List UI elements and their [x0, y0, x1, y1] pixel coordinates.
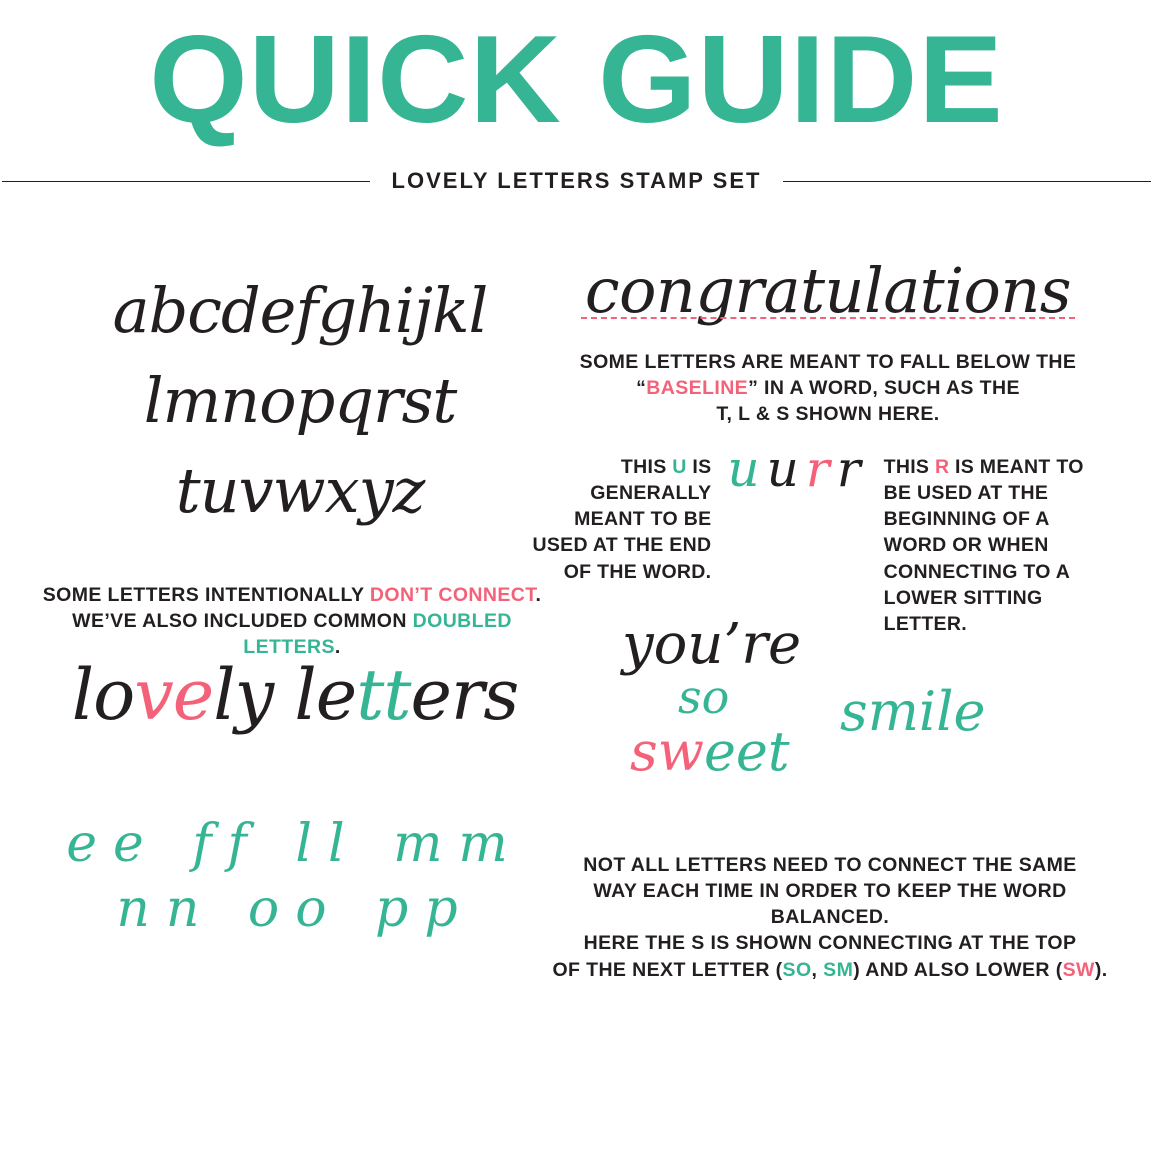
bottom-line-2: WAY EACH TIME IN ORDER TO KEEP THE WORD BALANCED.	[593, 880, 1067, 929]
caption-line-2-rest: ” IN A WORD, SUCH AS THE	[748, 377, 1020, 400]
connect-note-line-2	[42, 608, 542, 660]
u-r-glyph-samples	[711, 442, 883, 497]
lovely-letters-sample	[60, 654, 530, 736]
bottom-caption	[540, 852, 1120, 983]
r-text-post: IS MEANT TO BE USED AT THE BEGINNING OF A WORD OR WHEN CONNECTING TO A LOWER SITTING LETTER.	[883, 456, 1084, 635]
alphabet-line-2: lmnopqrst	[143, 363, 457, 437]
bottom-line-1: NOT ALL LETTERS NEED TO CONNECT THE SAME	[583, 854, 1077, 876]
u-text-post: IS GENERALLY MEANT TO BE USED AT THE END OF THE WORD.	[532, 456, 712, 583]
caption-line-2	[548, 375, 1108, 401]
baseline-keyword: BASELINE	[646, 377, 749, 400]
congratulations-caption	[548, 349, 1108, 427]
lovely-part-3: ly le	[213, 654, 357, 736]
alphabet-line-3: tuvwxyz	[175, 453, 425, 527]
u-r-explanation-row	[500, 442, 1120, 637]
phrase-samples	[560, 612, 1120, 842]
phrase-smile	[840, 680, 985, 743]
bottom-line-3	[540, 930, 1120, 956]
phrase-youre: you’re	[622, 612, 802, 677]
connect-note-line-1	[42, 582, 542, 608]
r-text-pre: THIS	[883, 456, 935, 478]
u-text-pre: THIS	[620, 456, 673, 478]
caption-line-3	[548, 401, 1108, 427]
bottom-line-4	[540, 957, 1120, 983]
connect-line-1-pre: SOME LETTERS INTENTIONALLY	[42, 584, 370, 606]
doubled-letters-keyword: DOUBLED LETTERS	[243, 610, 512, 659]
keyword-sm: SM	[823, 958, 854, 981]
page-subtitle: LOVELY LETTERS STAMP SET	[391, 168, 762, 193]
dont-connect-keyword: DON’T CONNECT	[369, 584, 536, 606]
glyph-r-ink: r	[836, 440, 868, 498]
phrase-sweet-rest: eet	[703, 720, 790, 783]
connect-line-2-post: .	[334, 636, 341, 659]
bottom-line-3-s: S	[691, 932, 705, 955]
page-title: QUICK GUIDE	[149, 11, 1004, 149]
u-letter-inline: U	[672, 456, 687, 478]
doubled-letters-sample	[50, 812, 540, 942]
glyph-u-ink: u	[766, 440, 806, 498]
u-explanation-text	[521, 442, 711, 585]
lovely-part-tt: tt	[356, 654, 411, 736]
phrase-sweet-sw: sw	[630, 720, 704, 783]
letters-tls: T, L & S	[716, 403, 790, 426]
r-explanation-text	[884, 442, 1099, 637]
doubled-letters-line-2: nn oo pp	[116, 879, 474, 939]
quote-open: “	[636, 377, 647, 400]
congratulations-example	[548, 254, 1108, 427]
bottom-line-4-mid-2: ) AND ALSO LOWER (	[853, 958, 1063, 981]
lovely-part-5: ers	[410, 654, 519, 736]
connect-note	[42, 582, 542, 660]
baseline-dashed-line	[581, 317, 1075, 319]
phrase-smile-sm: sm	[840, 680, 919, 743]
bottom-line-3-post: IS SHOWN CONNECTING AT THE TOP	[704, 932, 1077, 955]
bottom-line-4-post: ).	[1094, 958, 1108, 981]
caption-line-3-rest: SHOWN HERE.	[789, 403, 940, 426]
bottom-line-4-pre: OF THE NEXT LETTER (	[552, 958, 783, 981]
bottom-line-4-mid: ,	[811, 958, 824, 981]
subtitle-row	[0, 168, 1153, 194]
page-header	[0, 0, 1153, 194]
glyph-u-teal: u	[727, 440, 767, 498]
r-letter-inline: R	[934, 456, 950, 478]
connect-line-2-pre: WE’VE ALSO INCLUDED COMMON	[72, 610, 413, 633]
congratulations-word	[581, 254, 1075, 327]
glyph-r-pink: r	[805, 440, 837, 498]
phrase-sweet	[630, 720, 790, 783]
congratulations-text: congratulations	[584, 254, 1072, 327]
phrase-smile-rest: ile	[918, 680, 986, 743]
alphabet-line-1: abcdefghijkl	[112, 274, 488, 347]
keyword-so: SO	[782, 958, 812, 981]
lovely-part-1: lo	[71, 654, 135, 736]
guide-content	[0, 194, 1153, 1094]
alphabet-sample	[60, 266, 540, 536]
divider-left	[2, 181, 370, 182]
lovely-part-ve: ve	[134, 654, 214, 736]
phrase-so: so	[678, 670, 730, 724]
divider-right	[783, 181, 1151, 182]
caption-line-1: SOME LETTERS ARE MEANT TO FALL BELOW THE	[579, 351, 1077, 373]
bottom-line-3-pre: HERE THE	[583, 932, 692, 955]
connect-line-1-post: .	[535, 584, 542, 606]
keyword-sw: SW	[1062, 958, 1095, 981]
doubled-letters-line-1: ee ff ll mm	[66, 814, 524, 874]
